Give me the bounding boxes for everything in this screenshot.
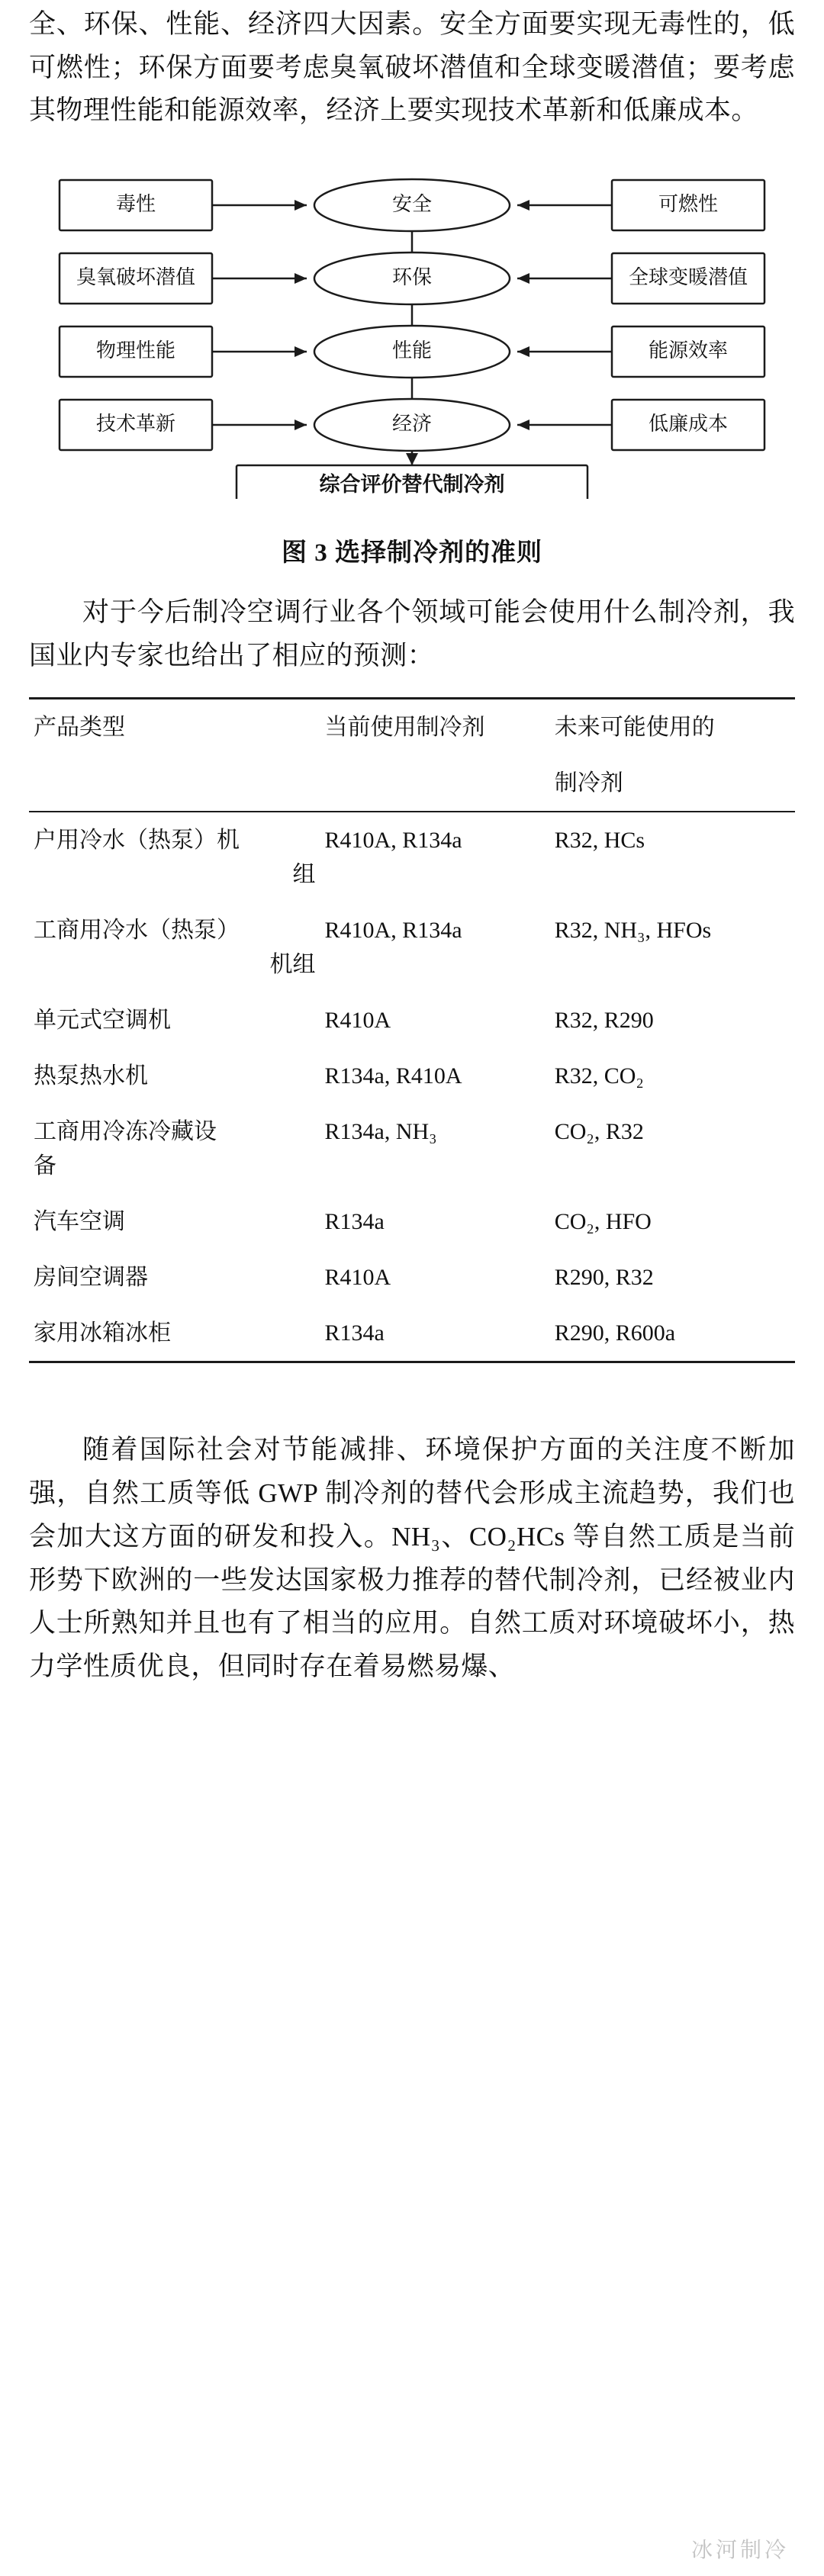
cell-product: 汽车空调 [34, 1209, 125, 1235]
cell-product-line2: 组 [292, 862, 316, 888]
figure-right-label-0: 可燃性 [658, 193, 719, 216]
refrigerant-table [29, 697, 795, 1409]
table-row [29, 1194, 795, 1249]
cell-product: 房间空调器 [34, 1265, 148, 1291]
table-row [29, 1249, 795, 1305]
cell-product: 家用冰箱冰柜 [34, 1320, 171, 1346]
figure-left-label-1: 臭氧破坏潜值 [76, 266, 196, 289]
cell-future: R32, NH₃, HFOs [554, 918, 712, 944]
cell-current: R134a [324, 1320, 385, 1346]
column-header-product: 产品类型 [34, 715, 125, 741]
figure-caption: 图 3 选择制冷剂的准则 [282, 539, 542, 568]
table-row [29, 902, 795, 992]
cell-future: R32, R290 [554, 1008, 654, 1034]
cell-product: 单元式空调机 [34, 1008, 171, 1034]
figure-left-label-3: 技术革新 [95, 413, 176, 436]
cell-current: R134a, R410A [324, 1063, 462, 1089]
table-row [29, 812, 795, 902]
paragraph-top: 全、环保、性能、经济四大因素。安全方面要实现无毒性的，低可燃性；环保方面要考虑臭氧破坏潜值和全球变暖潜值；要考虑其物理性能和能源效率，经济上要实现技术革新和低廉成本。 [29, 9, 795, 126]
cell-product: 热泵热水机 [34, 1063, 148, 1089]
figure-bottom-label: 综合评价替代制冷剂 [319, 473, 505, 497]
column-header-future-cont: 制冷剂 [554, 770, 623, 796]
cell-current: R410A [324, 1265, 391, 1291]
column-header-future: 未来可能使用的 [554, 715, 715, 741]
cell-current: R410A [324, 1008, 391, 1034]
table-row [29, 1305, 795, 1362]
table-row [29, 992, 795, 1048]
cell-future: R32, CO₂ [554, 1063, 644, 1089]
figure-center-label-3: 经济 [391, 413, 433, 436]
figure-center-label-1: 环保 [391, 266, 433, 289]
cell-future: R290, R600a [554, 1320, 676, 1346]
figure-right-label-3: 低廉成本 [648, 413, 729, 436]
figure-left-label-2: 物理性能 [95, 339, 176, 362]
figure-center-label-2: 性能 [391, 339, 433, 362]
cell-product-line1: 户用冷水（热泵）机 [34, 828, 240, 854]
table-bottom-rule [29, 1362, 795, 1410]
cell-current: R134a, NH₃ [324, 1119, 437, 1145]
cell-product-line1: 工商用冷水（热泵） [34, 918, 240, 944]
paragraph-bottom: 随着国际社会对节能减排、环境保护方面的关注度不断加强，自然工质等低 GWP 制冷剂的替代会形成主流趋势，我们也会加大这方面的研发和投入。NH₃、CO₂HCs 等自然工质是当前形势下欧洲的一些发达国家极力推荐的替代制冷剂，已经被业内人士所熟知并且也有了相当的应用。自然工质对环境破坏小，热力学性质优良，但同时存在着易燃易爆、 [29, 1435, 795, 1681]
cell-future: R290, R32 [554, 1265, 654, 1291]
cell-future: R32, HCs [554, 828, 645, 854]
cell-current: R134a [324, 1209, 385, 1235]
figure-diagram-container [29, 163, 795, 499]
paragraph-mid: 对于今后制冷空调行业各个领域可能会使用什么制冷剂，我国业内专家也给出了相应的预测： [29, 597, 795, 671]
cell-current: R410A, R134a [324, 828, 462, 854]
table-header-row-second-line [29, 755, 795, 812]
figure-right-label-2: 能源效率 [648, 339, 729, 362]
table-row [29, 1048, 795, 1104]
cell-current: R410A, R134a [324, 918, 462, 944]
column-header-current: 当前使用制冷剂 [324, 715, 485, 741]
watermark: 冰河制冷 [690, 2538, 789, 2562]
table-header-row [29, 699, 795, 756]
cell-product-line1: 工商用冷冻冷藏设 [34, 1119, 217, 1145]
figure-left-label-0: 毒性 [115, 193, 156, 216]
cell-product-line2: 备 [34, 1153, 56, 1179]
figure-center-label-0: 安全 [391, 193, 433, 216]
figure-diagram [46, 163, 778, 499]
cell-product-line2: 机组 [269, 952, 316, 978]
cell-future: CO₂, HFO [554, 1209, 652, 1235]
cell-future: CO₂, R32 [554, 1119, 644, 1145]
figure-right-label-1: 全球变暖潜值 [628, 266, 748, 289]
table-row [29, 1104, 795, 1194]
